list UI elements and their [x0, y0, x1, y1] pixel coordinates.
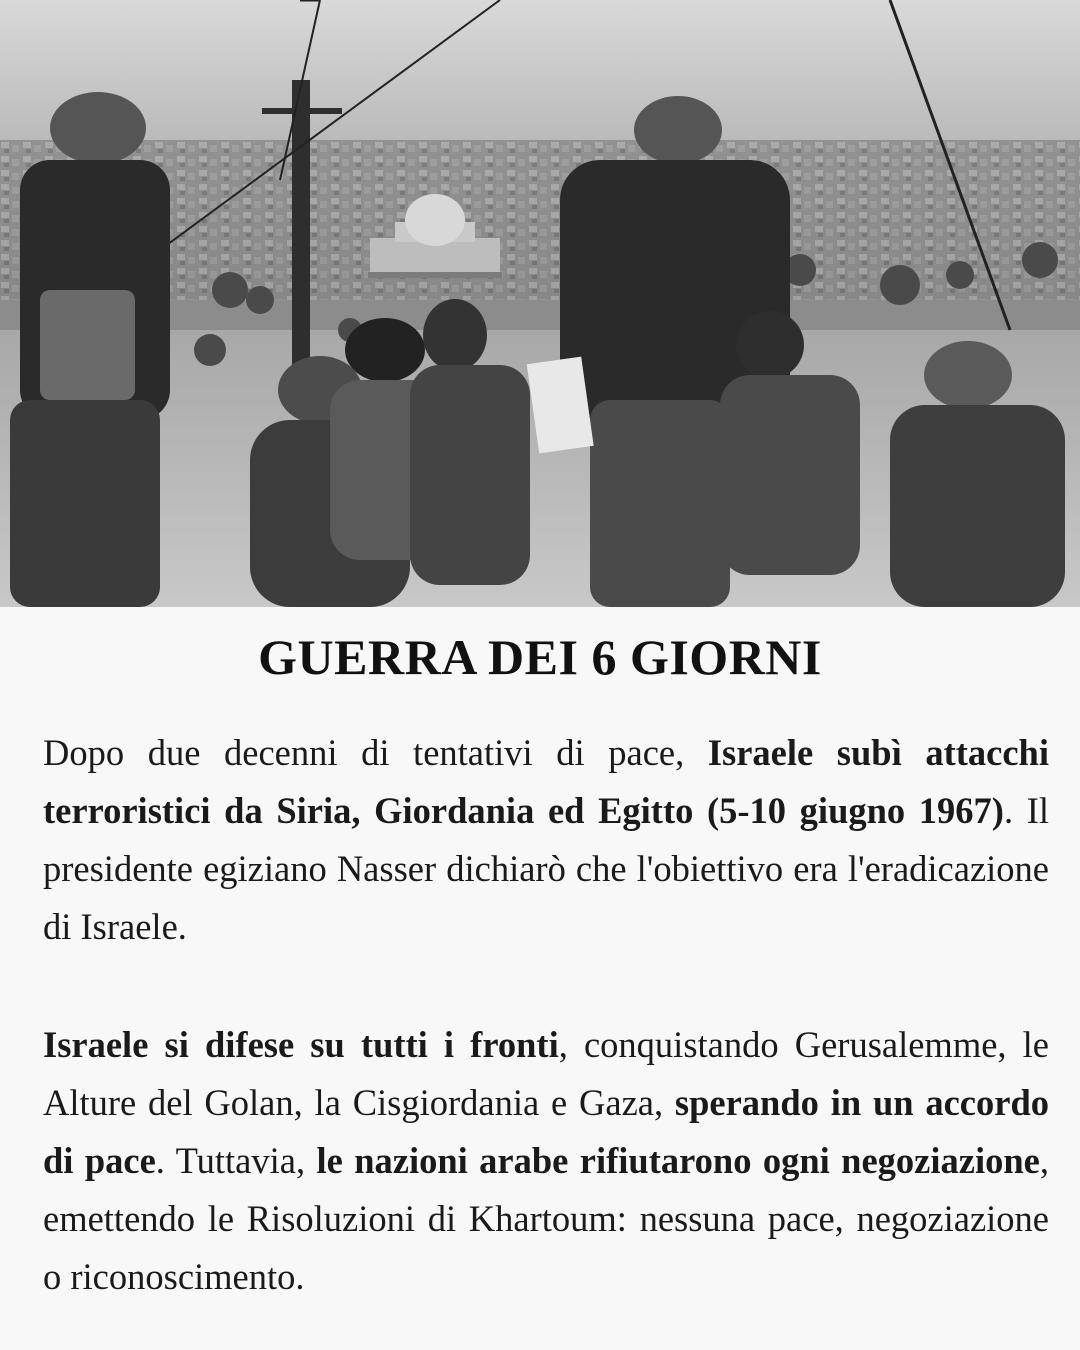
page-title: GUERRA DEI 6 GIORNI	[258, 629, 822, 685]
p2-bold-3: le nazioni arabe rifiutarono ogni negoziazione	[316, 1140, 1040, 1181]
p1-text-2: . Il presidente egiziano Nasser dichiarò che l'obiettivo era l'eradicazione di Israele.	[43, 790, 1049, 947]
paragraph-intro	[43, 724, 1049, 956]
p2-text-3: , emettendo le Risoluzioni di Khartoum: nessuna pace, negoziazione o riconoscimento.	[43, 1140, 1049, 1297]
header-photo	[0, 0, 1080, 607]
p2-text-2: . Tuttavia,	[155, 1140, 317, 1181]
p2-bold-2: sperando in un accordo di pace	[43, 1082, 1049, 1181]
p2-bold-1: Israele si difese su tutti i fronti	[43, 1024, 559, 1065]
p1-bold-1: Israele subì attacchi terroristici da Siria, Giordania ed Egitto (5-10 giugno 1967)	[43, 732, 1049, 831]
p2-text-1: , conquistando Gerusalemme, le Alture del Golan, la Cisgiordania e Gaza,	[43, 1024, 1049, 1123]
photo-soldiers-overlooking-city-icon	[0, 0, 1080, 607]
p1-text-1: Dopo due decenni di tentativi di pace,	[43, 732, 708, 773]
paragraph-outcome	[43, 1016, 1049, 1306]
